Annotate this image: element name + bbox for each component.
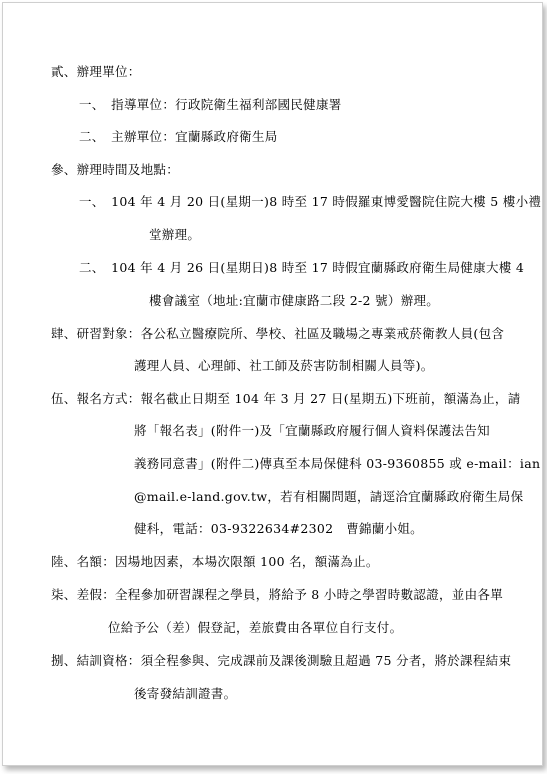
section-5-line: 伍、報名方式：報名截止日期至 104 年 3 月 27 日(星期五)下班前，額滿為止，請 <box>51 391 521 406</box>
session-1-line: 一、 104 年 4 月 20 日(星期一)8 時至 17 時假羅東博愛醫院住院大樓 5 樓小禮 <box>79 194 542 209</box>
section-8-line: 捌、結訓資格：須全程參與、完成課前及課後測驗且超過 75 分者，將於課程結束 <box>51 653 512 668</box>
section-3-heading: 參、辦理時間及地點： <box>51 162 180 177</box>
section-7-line: 柒、差假：全程參加研習課程之學員，將給予 8 小時之學習時數認證，並由各單 <box>51 587 504 602</box>
organizer-line: 二、 主辦單位：宜蘭縣政府衛生局 <box>79 129 278 144</box>
guiding-unit-line: 一、 指導單位：行政院衛生福利部國民健康署 <box>79 97 342 112</box>
section-5-cont-4: 健科，電話：03-9322634#2302 曹錦蘭小姐。 <box>134 521 423 536</box>
session-2-cont: 樓會議室（地址:宜蘭市健康路二段 2-2 號）辦理。 <box>149 293 440 308</box>
section-5-cont-3: @mail.e-land.gov.tw，若有相關問題，請逕洽宜蘭縣政府衛生局保 <box>134 489 524 504</box>
section-4-cont: 護理人員、心理師、社工師及菸害防制相關人員等)。 <box>134 358 434 373</box>
session-2-line: 二、 104 年 4 月 26 日(星期日)8 時至 17 時假宜蘭縣政府衛生局健康大樓 4 <box>79 260 525 275</box>
section-6-line: 陸、名額：因場地因素，本場次限額 100 名，額滿為止。 <box>51 554 379 569</box>
section-8-cont: 後寄發結訓證書。 <box>134 686 237 701</box>
session-1-cont: 堂辦理。 <box>149 227 201 242</box>
section-7-cont: 位給予公（差）假登記，差旅費由各單位自行支付。 <box>108 620 403 635</box>
section-2-heading: 貳、辦理單位： <box>51 64 141 79</box>
section-5-cont-1: 將「報名表」(附件一)及「宜蘭縣政府履行個人資料保護法告知 <box>134 423 490 438</box>
document-page <box>2 2 543 766</box>
section-5-cont-2: 義務同意書」(附件二)傳真至本局保健科 03-9360855 或 e-mail：ian <box>134 456 541 471</box>
section-4-line: 肆、研習對象：各公私立醫療院所、學校、社區及職場之專業戒菸衛教人員(包含 <box>51 326 505 341</box>
